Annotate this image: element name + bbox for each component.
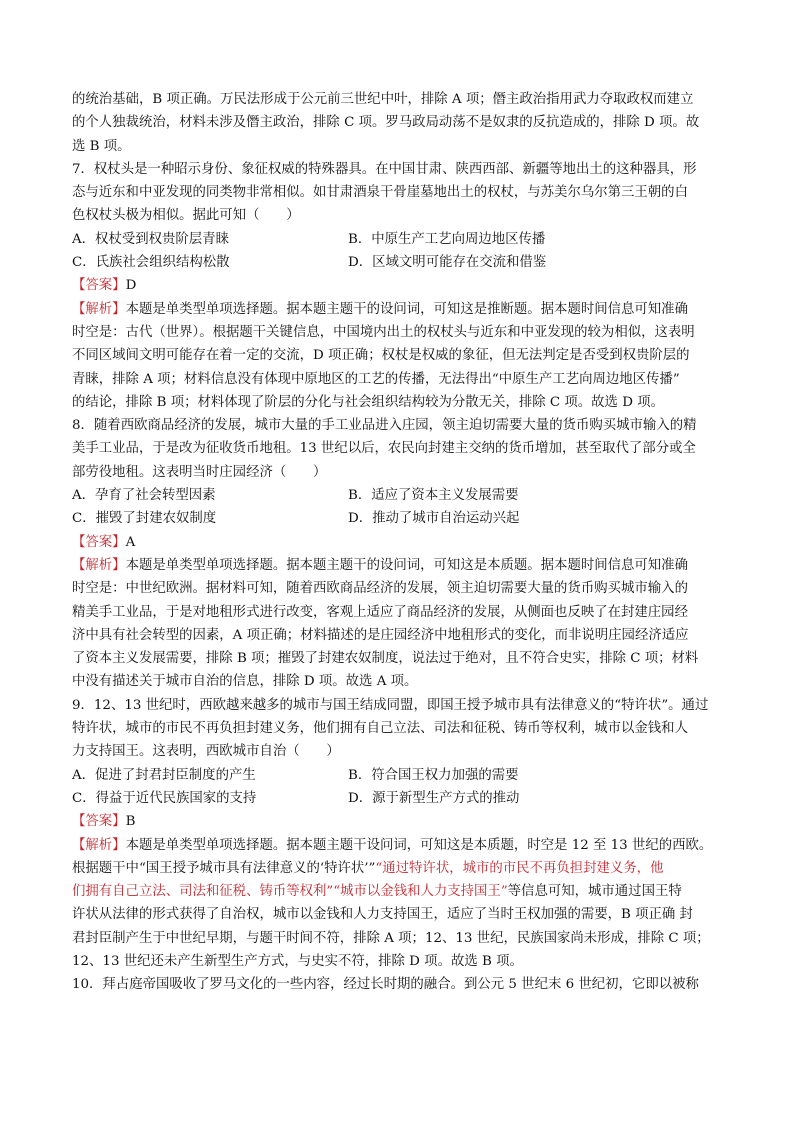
analysis-tag: 【解析】 <box>72 301 126 317</box>
answer-line <box>72 810 724 833</box>
option-a: A．促进了封君封臣制度的产生 <box>72 767 256 783</box>
question-9 <box>72 694 724 974</box>
intro-paragraph <box>72 88 724 158</box>
analysis-line <box>72 834 724 857</box>
analysis-line: 时空是：中世纪欧洲。据材料可知，随着西欧商品经济的发展，领主迫切需要大量的货币购买城市输入的 <box>72 581 688 597</box>
option-d: D．区域文明可能存在交流和借鉴 <box>348 255 547 271</box>
question-7 <box>72 158 724 414</box>
text-line: 选 B 项。 <box>72 138 131 154</box>
analysis-text: 根据题干中“国王授予城市具有法律意义的‘特许状’” <box>72 860 376 876</box>
analysis-line: 君封臣制产生于中世纪早期，与题干时间不符，排除 A 项；12、13 世纪，民族国家尚未形成，排除 C 项； <box>72 930 710 946</box>
analysis-tag: 【解析】 <box>72 837 126 853</box>
question-stem-line: 态与近东和中亚发现的同类物非常相似。如甘肃酒泉干骨崖墓地出土的权杖，与苏美尔乌尔第三王朝的白 <box>72 185 688 201</box>
question-stem-line: 力支持国王。这表明，西欧城市自治（ ） <box>72 744 340 760</box>
option-c: C．氏族社会组织结构松散 <box>72 255 230 271</box>
text-line: 的个人独裁统治，材料未涉及僭主政治，排除 C 项。罗马政局动荡不是奴隶的反抗造成的，排除 D 项。故 <box>72 115 700 131</box>
option-c: C．得益于近代民族国家的支持 <box>72 790 257 806</box>
analysis-line: 了资本主义发展需要，排除 B 项；摧毁了封建农奴制度，说法过于绝对，且不符合史实，排除 C 项；材料 <box>72 651 699 667</box>
answer-tag: 【答案】 <box>72 534 126 550</box>
question-8 <box>72 414 724 694</box>
analysis-text: 本题是单类型单项选择题。据本题主题干的设问词，可知这是推断题。据本题时间信息可知准确 <box>125 301 688 317</box>
option-c: C．摧毁了封建农奴制度 <box>72 511 217 527</box>
question-stem-line: 10．拜占庭帝国吸收了罗马文化的一些内容，经过长时期的融合。到公元 5 世纪末 6 世纪初，它即以被称 <box>72 977 699 993</box>
option-b: B．符合国王权力加强的需要 <box>348 767 519 783</box>
analysis-line: 精美手工业品，于是对地租形式进行改变，客观上适应了商品经济的发展，从侧面也反映了在封建庄园经 <box>72 604 688 620</box>
question-10 <box>72 973 724 996</box>
analysis-line: 济中具有社会转型的因素，A 项正确；材料描述的是庄园经济中地租形式的变化，而非说明庄园经济适应 <box>72 627 689 643</box>
question-stem-line: 7．权杖头是一种昭示身份、象征权威的特殊器具。在中国甘肃、陕西西部、新疆等地出土的这种器具，形 <box>72 161 697 177</box>
analysis-line <box>72 298 724 321</box>
answer-tag: 【答案】 <box>72 278 126 294</box>
analysis-line: 中没有描述关于城市自治的信息，排除 D 项。故选 A 项。 <box>72 674 418 690</box>
answer-value: B <box>125 814 136 830</box>
analysis-line: 12、13 世纪还未产生新型生产方式，与史实不符，排除 D 项。故选 B 项。 <box>72 953 523 969</box>
analysis-line: 许状从法律的形式获得了自治权，城市以金钱和人力支持国王，适应了当时王权加强的需要，B 项正确 封 <box>72 907 693 923</box>
option-b: B．适应了资本主义发展需要 <box>348 488 519 504</box>
option-b: B．中原生产工艺向周边地区传播 <box>348 231 546 247</box>
document-page <box>72 88 724 997</box>
analysis-text: 等信息可知，城市通过国王特 <box>507 884 682 900</box>
answer-line <box>72 531 724 554</box>
options <box>72 484 724 531</box>
option-a: A．权杖受到权贵阶层青睐 <box>72 231 229 247</box>
analysis-line: 的结论，排除 B 项；材料体现了阶层的分化与社会组织结构较为分散无关，排除 C 项。故选 D 项。 <box>72 394 664 410</box>
highlighted-quote: 们拥有自己立法、司法和征税、铸币等权利” <box>72 884 334 900</box>
question-stem-line: 美手工业品，于是改为征收货币地租。13 世纪以后，农民向封建主交纳的货币增加，甚至取代了部分或全 <box>72 441 696 457</box>
analysis-tag: 【解析】 <box>72 557 126 573</box>
analysis-text: 本题是单类型单项选择题。据本题主题干的设问词，可知这是本质题。据本题时间信息可知准确 <box>125 557 688 573</box>
option-a: A．孕育了社会转型因素 <box>72 488 216 504</box>
analysis-line: 时空是：古代（世界）。根据题干关键信息，中国境内出土的权杖头与近东和中亚发现的较为相似，这表明 <box>72 324 695 340</box>
answer-line <box>72 274 724 297</box>
question-stem-line: 部劳役地租。这表明当时庄园经济（ ） <box>72 464 327 480</box>
analysis-line: 青睐，排除 A 项；材料信息没有体现中原地区的工艺的传播，无法得出“中原生产工艺向周边地区传播” <box>72 371 680 387</box>
option-d: D．推动了城市自治运动兴起 <box>348 511 520 527</box>
question-stem-line: 特许状，城市的市民不再负担封建义务，他们拥有自己立法、司法和征税、铸币等权利，城市以金钱和人 <box>72 721 688 737</box>
highlighted-quote: “通过特许状，城市的市民不再负担封建义务，他 <box>375 860 664 876</box>
answer-tag: 【答案】 <box>72 814 126 830</box>
text-line: 的统治基础，B 项正确。万民法形成于公元前三世纪中叶，排除 A 项；僭主政治指用武力夺取政权而建立 <box>72 92 694 107</box>
question-stem-line: 8．随着西欧商品经济的发展，城市大量的手工业品进入庄园，领主迫切需要大量的货币购买城市输入的精 <box>72 418 697 434</box>
answer-value: D <box>125 278 137 294</box>
answer-value: A <box>125 534 136 550</box>
option-d: D．源于新型生产方式的推动 <box>348 790 520 806</box>
analysis-text: 本题是单类型单项选择题。据本题主题干设问词，可知这是本质题，时空是 12 至 13 世纪的西欧。 <box>125 837 713 853</box>
analysis-line <box>72 857 724 880</box>
analysis-line: 不同区域间文明可能存在着一定的交流，D 项正确；权杖是权威的象征，但无法判定是否受到权贵阶层的 <box>72 348 690 364</box>
analysis-line <box>72 880 724 903</box>
options <box>72 228 724 275</box>
options <box>72 764 724 811</box>
highlighted-quote: “城市以金钱和人力支持国王” <box>333 884 508 900</box>
analysis-line <box>72 554 724 577</box>
question-stem-line: 色权杖头极为相似。据此可知（ ） <box>72 208 300 224</box>
question-stem-line: 9．12、13 世纪时，西欧越来越多的城市与国王结成同盟，即国王授予城市具有法律意义的“特许状”。通过 <box>72 697 709 713</box>
